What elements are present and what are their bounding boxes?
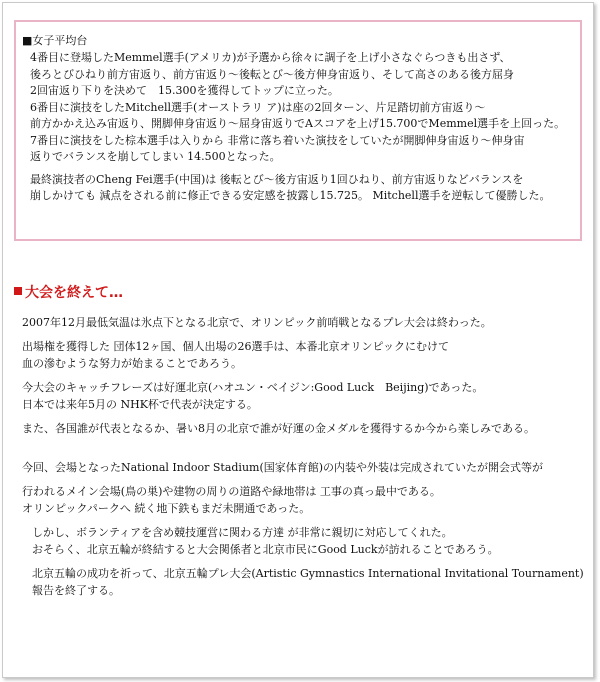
body-line: オリンピックパークへ 続く地下鉄もまだ未開通であった。 <box>22 502 311 515</box>
box-line: 後ろとびひねり前方宙返り、前方宙返り〜後転とび〜後方伸身宙返り、そして高さのある後方屈身 <box>30 67 514 81</box>
box-line: 4番目に登場したMemmel選手(アメリカ)が予選から徐々に調子を上げ小さなぐらつきも出さず、 <box>30 51 511 64</box>
section-heading-text: 大会を終えて… <box>25 285 123 301</box>
box-line: 崩しかけても 減点をされる前に修正できる安定感を披露し15.725。 Mitchell選手を逆転して優勝した。 <box>30 189 551 202</box>
body-line: 日本では来年5月の NHK杯で代表が決定する。 <box>22 398 258 411</box>
square-bullet-icon <box>14 287 22 295</box>
box-title: ■女子平均台 <box>22 34 88 47</box>
body-line: 今大会のキャッチフレーズは好運北京(ハオユン・ベイジン:Good Luck Beijing)であった。 <box>22 381 484 394</box>
body-line: 血の滲むような努力が始まることであろう。 <box>22 357 242 370</box>
box-line: 2回宙返り下りを決めて 15.300を獲得してトップに立った。 <box>30 84 339 97</box>
body-line: 2007年12月最低気温は氷点下となる北京で、オリンピック前哨戦となるプレ大会は終わった。 <box>22 316 492 329</box>
box-line: 返りでバランスを崩してしまい 14.500となった。 <box>30 150 281 163</box>
body-line: 行われるメイン会場(鳥の巣)や建物の周りの道路や緑地帯は 工事の真っ最中である。 <box>22 485 441 498</box>
body-line: 今回、会場となったNational Indoor Stadium(国家体育館)の内装や外装は完成されていたが開会式等が <box>22 461 544 474</box>
body-line: 報告を終了する。 <box>32 584 120 597</box>
body-line: また、各国誰が代表となるか、暑い8月の北京で誰が好運の金メダルを獲得するか今から楽しみである。 <box>22 422 535 435</box>
box-line: 7番目に演技をした棕本選手は入りから 非常に落ち着いた演技をしていたが開脚伸身宙返り〜伸身宙 <box>30 133 525 147</box>
section-heading <box>14 284 123 302</box>
box-line: 最終演技者のCheng Fei選手(中国)は 後転とび〜後方宙返り1回ひねり、前方宙返りなどバランスを <box>30 172 524 186</box>
box-line: 6番目に演技をしたMitchell選手(オーストラリ ア)は座の2回ターン、片足踏切前方宙返り〜 <box>30 100 486 114</box>
body-line: しかし、ボランティアを含め競技運営に関わる方達 が非常に親切に対応してくれた。 <box>32 526 453 539</box>
closing-report-text <box>22 314 582 599</box>
body-line: 北京五輪の成功を祈って、北京五輪プレ大会(Artistic Gymnastics International Invitational Tournament) <box>32 567 584 580</box>
balance-beam-report-box <box>14 20 582 241</box>
body-line: おそらく、北京五輪が終結すると大会関係者と北京市民にGood Luckが訪れることであろう。 <box>32 543 499 556</box>
box-line: 前方かかえ込み宙返り、開脚伸身宙返り〜屈身宙返りでAスコアを上げ15.700でMemmel選手を上回った。 <box>30 117 566 130</box>
body-line: 出場権を獲得した 団体12ヶ国、個人出場の26選手は、本番北京オリンピックにむけて <box>22 340 450 353</box>
